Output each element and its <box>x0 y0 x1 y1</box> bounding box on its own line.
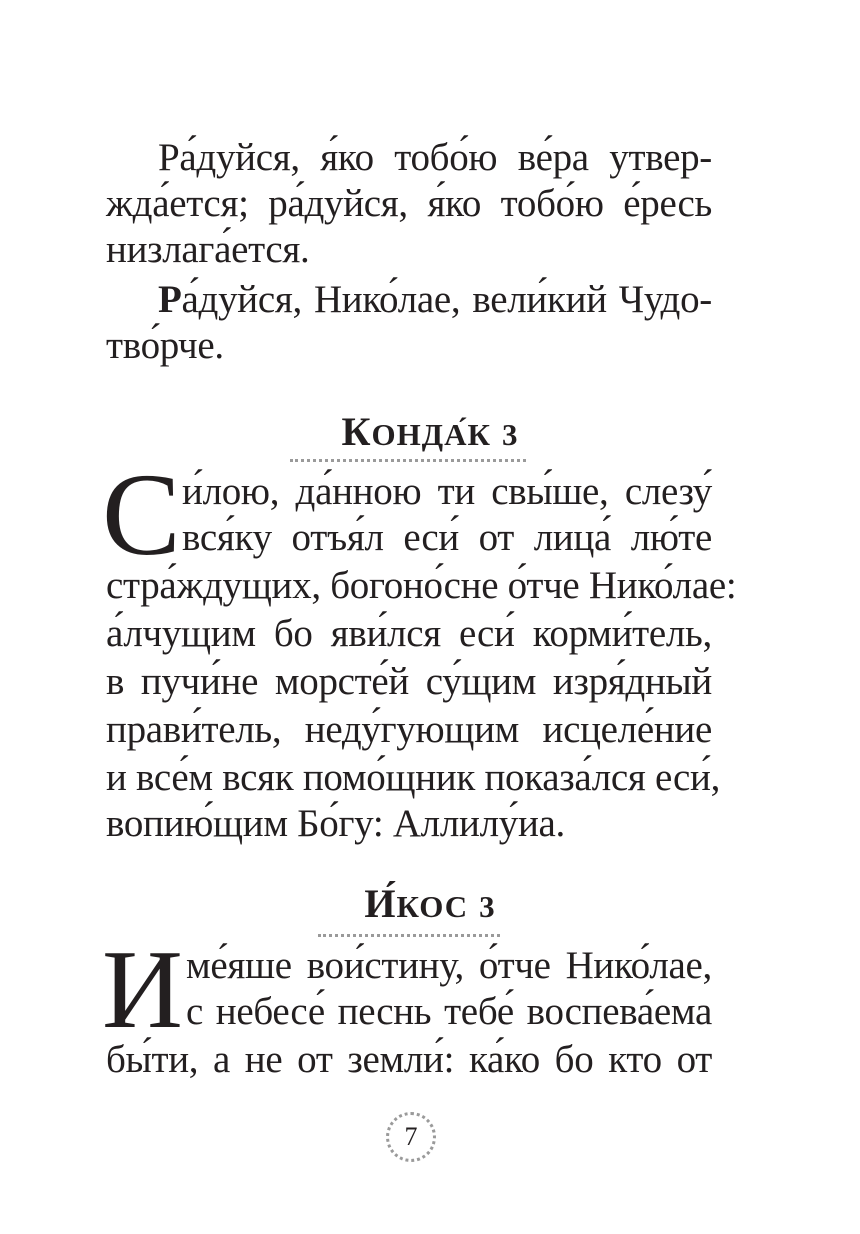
kondak-line-1: и́лою, да́нною ти свы́ше, слезу́ <box>182 470 712 513</box>
kondak-drop-cap: С <box>102 449 181 580</box>
refrain-line-2: тво́рче. <box>106 324 224 367</box>
kondak-line-5: в пучи́не морсте́й су́щим изря́дный <box>106 660 712 703</box>
kondak-line-7: и все́м всяк помо́щник показа́лся еси́, <box>106 756 721 799</box>
kondak-line-4: а́лчущим бо яви́лся еси́ корми́тель, <box>106 612 712 655</box>
refrain-initial: Р <box>158 278 182 321</box>
intro-line-2: жда́ется; ра́дуйся, я́ко тобо́ю е́ресь <box>106 182 712 225</box>
ikos-dotted-divider <box>318 934 500 937</box>
kondak-line-2: вся́ку отъя́л еси́ от лица́ лю́те <box>182 516 712 559</box>
ikos-drop-cap: И <box>102 928 183 1052</box>
page-number: 7 <box>386 1112 436 1162</box>
kondak-line-6: прави́тель, неду́гующим исцеле́ние <box>106 708 712 751</box>
ikos-line-1: ме́яше вои́стину, о́тче Нико́лае, <box>186 944 712 987</box>
refrain-text: а́дуйся, Нико́лае, вели́кий Чудо- <box>181 278 712 321</box>
ikos-heading: И́КОС 3 <box>364 881 496 926</box>
intro-line-1: Ра́дуйся, я́ко тобо́ю ве́ра утвер- <box>158 136 712 179</box>
kondak-line-8: вопию́щим Бо́гу: Аллилу́иа. <box>106 802 565 845</box>
ikos-line-3: бы́ти, а не от земли́: ка́ко бо кто от <box>106 1038 712 1081</box>
kondak-dotted-divider <box>290 459 526 462</box>
intro-line-3: низлага́ется. <box>106 228 310 271</box>
kondak-line-3: стра́ждущих, богоно́сне о́тче Нико́лае: <box>106 564 737 607</box>
kondak-heading: КОНДА́К 3 <box>341 409 519 454</box>
refrain-line-1 <box>158 276 712 324</box>
ikos-line-2: с небесе́ песнь тебе́ воспева́ема <box>186 990 712 1033</box>
